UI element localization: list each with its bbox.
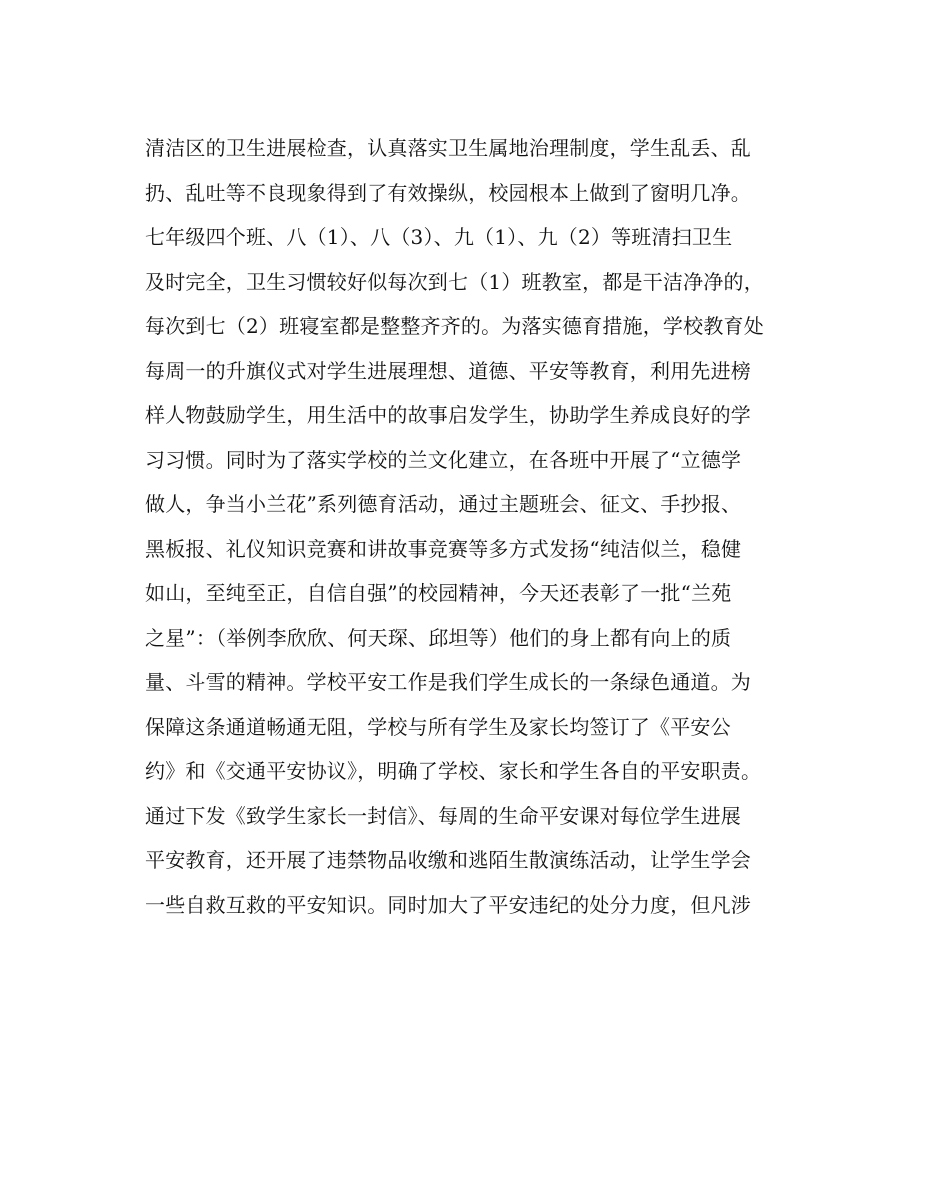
text-line: 每次到七（2）班寝室都是整整齐齐的。为落实德育措施，学校教育处 xyxy=(145,314,764,338)
text-line: 量、斗雪的精神。学校平安工作是我们学生成长的一条绿色通道。为 xyxy=(145,670,751,694)
text-line: 如山，至纯至正，自信自强”的校园精神，今天还表彰了一批“兰苑 xyxy=(145,581,732,605)
text-line: 约》和《交通平安协议》，明确了学校、家长和学生各自的平安职责。 xyxy=(145,759,762,783)
text-line: 样人物鼓励学生，用生活中的故事启发学生，协助学生养成良好的学 xyxy=(145,403,751,427)
text-line: 清洁区的卫生进展检查，认真落实卫生属地治理制度，学生乱丢、乱 xyxy=(145,136,751,160)
text-line: 扔、乱吐等不良现象得到了有效操纵，校园根本上做到了窗明几净。 xyxy=(145,180,751,205)
text-line: 保障这条通道畅通无阻，学校与所有学生及家长均签订了《平安公 xyxy=(145,714,731,739)
text-line: 及时完全，卫生习惯较好似每次到七（1）班教室，都是干洁净净的， xyxy=(145,269,764,294)
text-line: 七年级四个班、八（1）、八（3）、九（1）、九（2）等班清扫卫生 xyxy=(145,225,733,249)
text-line: 习习惯。同时为了落实学校的兰文化建立，在各班中开展了“立德学 xyxy=(145,447,742,472)
text-line: 通过下发《致学生家长一封信》、每周的生命平安课对每位学生进展 xyxy=(145,803,741,828)
text-line: 做人，争当小兰花”系列德育活动，通过主题班会、征文、手抄报、 xyxy=(145,492,742,516)
body-text xyxy=(145,126,825,927)
text-line: 平安教育，还开展了违禁物品收缴和逃陌生散演练活动，让学生学会 xyxy=(145,848,751,872)
text-line: 黑板报、礼仪知识竞赛和讲故事竞赛等多方式发扬“纯洁似兰，稳健 xyxy=(145,536,742,561)
text-line: 之星”：（举例李欣欣、何天琛、邱坦等）他们的身上都有向上的质 xyxy=(145,625,732,650)
text-line: 每周一的升旗仪式对学生进展理想、道德、平安等教育，利用先进榜 xyxy=(145,358,751,383)
text-line: 一些自救互救的平安知识。同时加大了平安违纪的处分力度，但凡涉 xyxy=(145,892,751,917)
